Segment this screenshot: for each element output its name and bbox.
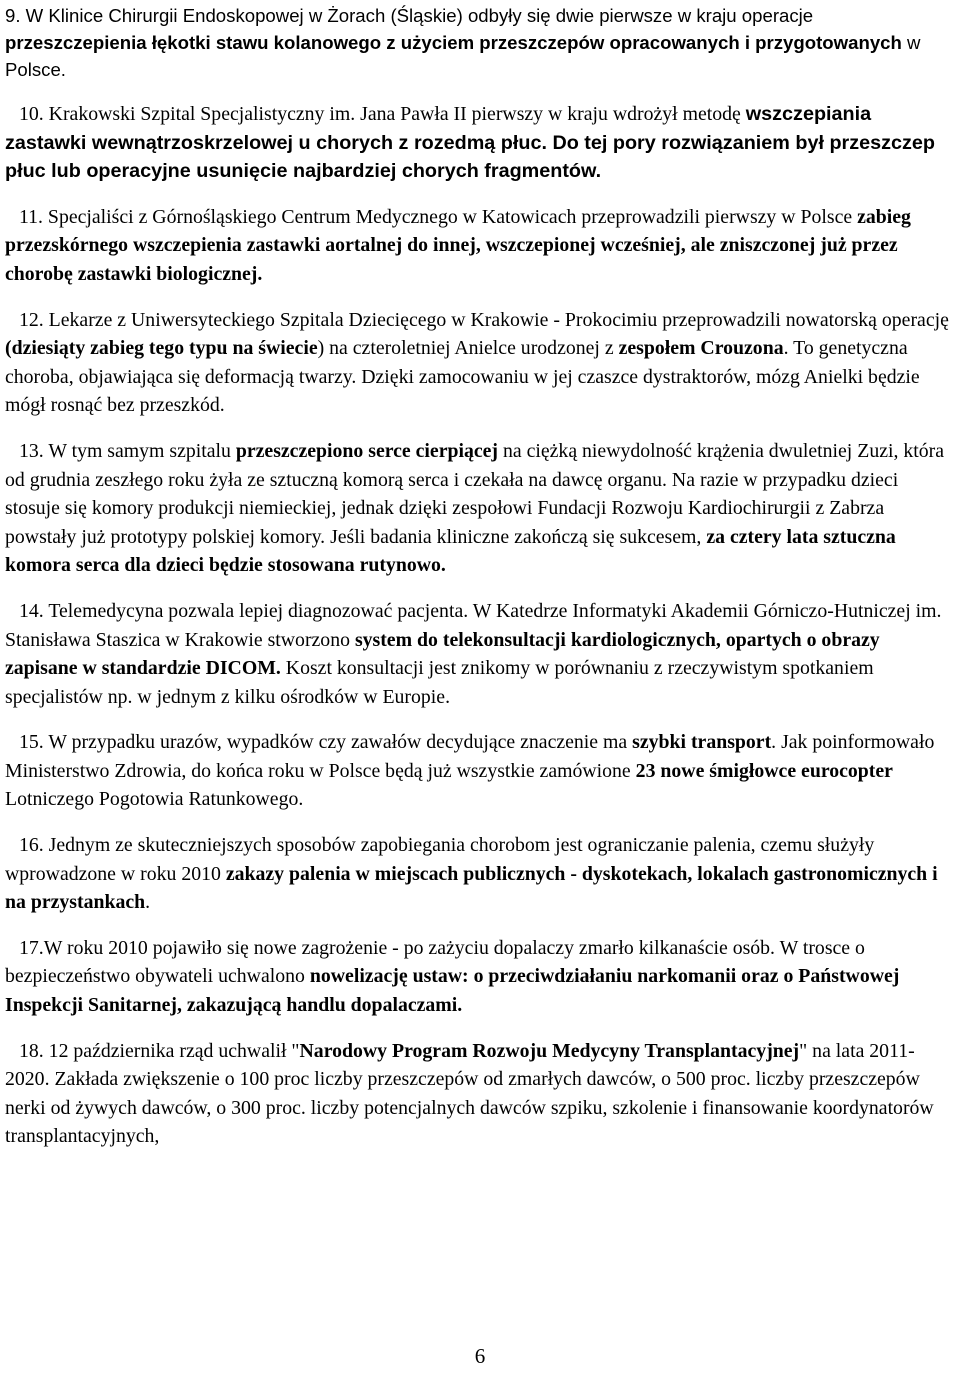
item-10-text: 10. Krakowski Szpital Specjalistyczny im. Jana Pawła II pierwszy w kraju wdrożył metodę bbox=[19, 103, 746, 125]
paragraph-item-12 bbox=[5, 306, 957, 420]
paragraph-item-13 bbox=[5, 437, 957, 580]
item-18-bold: Narodowy Program Rozwoju Medycyny Transplantacyjnej bbox=[299, 1039, 800, 1062]
item-11-bold: zabieg przezskórnego wszczepienia zastawki aortalnej do innej, wszczepionej wcześniej, ale zniszczonej już przez chorobę zastawki biologicznej. bbox=[5, 205, 911, 285]
item-13-text: 13. W tym samym szpitalu bbox=[19, 439, 236, 462]
item-13-text-2: na ciężką niewydolność krążenia dwuletniej Zuzi, która od grudnia zeszłego roku żyła ze sztuczną komorą serca i czekała na dawcę organu. Na razie w przypadku dzieci stosuje się komory produkcji niemieckiej, jednak dzięki zespołowi Fundacji Rozwoju Kardiochirurgii z Zabrza powstały już prototypy polskiej komory. Jeśli badania kliniczne zakończą się sukcesem, bbox=[5, 439, 945, 548]
paragraph-item-11 bbox=[5, 203, 957, 289]
item-12-text-3: . To genetyczna choroba, objawiająca się deformacją twarzy. Dzięki zamocowaniu w jej czaszce dystraktorów, mózg Anielki będzie mógł rosnąć bez przeszkód. bbox=[5, 337, 920, 417]
item-15-text-2: . Jak poinformowało Ministerstwo Zdrowia, do końca roku w Polsce będą już wszystkie zamówione bbox=[5, 731, 935, 782]
page-number: 6 bbox=[474, 1344, 486, 1368]
item-15-bold-transport: szybki transport bbox=[632, 731, 772, 754]
paragraph-item-18 bbox=[5, 1037, 957, 1151]
paragraph-item-16 bbox=[5, 831, 957, 917]
item-14-text: 14. Telemedycyna pozwala lepiej diagnozować pacjenta. W Katedrze Informatyki Akademii Górniczo-Hutniczej im. Stanisława Staszica w Krakowie stworzono bbox=[5, 599, 942, 651]
item-11-text: 11. Specjaliści z Górnośląskiego Centrum Medycznego w Katowicach przeprowadzili pierwszy w Polsce bbox=[19, 205, 858, 228]
item-9-bold: przeszczepienia łękotki stawu kolanowego z użyciem przeszczepów opracowanych i przygotowanych bbox=[5, 32, 902, 53]
item-10-bold: wszczepiania zastawki wewnątrzoskrzelowej u chorych z rozedmą płuc. Do tej pory rozwiązaniem był przeszczep płuc lub operacyjne usunięcie najbardziej chorych fragmentów. bbox=[5, 103, 935, 183]
paragraph-item-14 bbox=[5, 597, 957, 711]
item-9-tail: w Polsce. bbox=[5, 32, 921, 80]
item-16-tail: . bbox=[145, 891, 151, 914]
item-16-bold: zakazy palenia w miejscach publicznych - dyskotekach, lokalach gastronomicznych i na przystankach bbox=[5, 862, 938, 914]
paragraph-item-17 bbox=[5, 934, 957, 1020]
paragraph-item-10 bbox=[5, 100, 957, 186]
item-16-text: 16. Jednym ze skuteczniejszych sposobów zapobiegania chorobom jest ograniczanie palenia, czemu służyły wprowadzone w roku 2010 bbox=[5, 834, 875, 885]
item-18-text: 18. 12 października rząd uchwalił " bbox=[19, 1039, 300, 1062]
item-15-text-3: Lotniczego Pogotowia Ratunkowego. bbox=[5, 788, 304, 811]
item-12-text: 12. Lekarze z Uniwersyteckiego Szpitala Dziecięcego w Krakowie - Prokocimiu przeprowadzili nowatorską operację bbox=[19, 308, 949, 331]
item-12-bold-note: (dziesiąty zabieg tego typu na świecie bbox=[5, 337, 318, 360]
item-14-bold: system do telekonsultacji kardiologicznych, opartych o obrazy zapisane w standardzie DICOM. bbox=[5, 628, 880, 680]
item-13-bold-outlook: za cztery lata sztuczna komora serca dla dzieci będzie stosowana rutynowo. bbox=[5, 525, 896, 577]
item-12-bold-syndrome: zespołem Crouzona bbox=[618, 337, 784, 360]
item-17-text: 17.W roku 2010 pojawiło się nowe zagrożenie - po zażyciu dopalaczy zmarło kilkanaście osób. W trosce o bezpieczeństwo obywateli uchwalono bbox=[5, 936, 865, 988]
item-9-text: 9. W Klinice Chirurgii Endoskopowej w Żorach (Śląskie) odbyły się dwie pierwsze w kraju operacje bbox=[5, 5, 814, 26]
item-14-text-2: Koszt konsultacji jest znikomy w porównaniu z rzeczywistym spotkaniem specjalistów np. w jednym z kilku ośrodków w Europie. bbox=[5, 657, 874, 708]
item-18-text-2: " na lata 2011-2020. Zakłada zwiększenie o 100 proc liczby przeszczepów od zmarłych dawców, o 500 proc. liczby przeszczepów nerki od żywych dawców, o 300 proc. liczby potencjalnych dawców szpiku, szkolenie i finansowanie koordynatorów transplantacyjnych, bbox=[5, 1039, 934, 1148]
paragraph-item-15 bbox=[5, 728, 957, 814]
item-15-bold-helicopters: 23 nowe śmigłowce eurocopter bbox=[635, 759, 893, 782]
item-15-text: 15. W przypadku urazów, wypadków czy zawałów decydujące znaczenie ma bbox=[19, 731, 633, 754]
document-page bbox=[5, 2, 957, 1151]
item-13-bold-transplant: przeszczepiono serce cierpiącej bbox=[235, 439, 499, 462]
item-17-bold: nowelizację ustaw: o przeciwdziałaniu narkomanii oraz o Państwowej Inspekcji Sanitarnej, zakazującą handlu dopalaczami. bbox=[5, 965, 900, 1017]
item-12-text-2: ) na czteroletniej Anielce urodzonej z bbox=[317, 337, 619, 360]
paragraph-item-9 bbox=[5, 2, 957, 83]
